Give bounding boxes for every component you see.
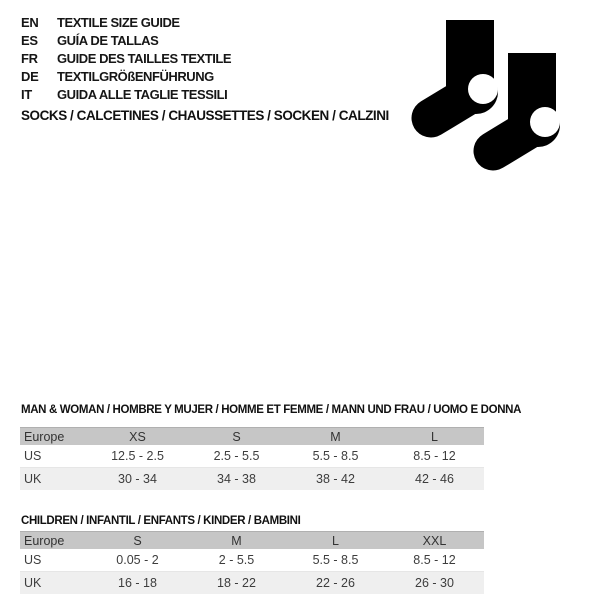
header-cell-region: Europe xyxy=(24,429,65,444)
size-value: 26 - 30 xyxy=(415,576,454,590)
language-label: GUIDA ALLE TAGLIE TESSILI xyxy=(57,86,228,102)
language-row-de xyxy=(21,67,231,85)
size-value: 16 - 18 xyxy=(118,576,157,590)
header-cell-size: L xyxy=(332,533,339,548)
language-label: TEXTILE SIZE GUIDE xyxy=(57,14,180,30)
language-list xyxy=(21,13,231,103)
language-code: FR xyxy=(21,50,38,66)
language-label: GUÍA DE TALLAS xyxy=(57,32,159,48)
table-title-man-woman: MAN & WOMAN / HOMBRE Y MUJER / HOMME ET FEMME / MANN UND FRAU / UOMO E DONNA xyxy=(21,404,522,416)
row-label: US xyxy=(24,553,42,567)
table-row-us xyxy=(20,445,484,468)
size-value: 8.5 - 12 xyxy=(413,553,456,567)
size-table-children xyxy=(20,531,484,594)
header-cell-region: Europe xyxy=(24,533,65,548)
language-code: IT xyxy=(21,86,32,102)
language-row-en xyxy=(21,13,231,31)
table-header-row xyxy=(20,531,484,549)
header-cell-size: M xyxy=(231,533,242,548)
header-cell-size: L xyxy=(431,429,438,444)
table-header-row xyxy=(20,427,484,445)
size-value: 30 - 34 xyxy=(118,472,157,486)
language-label: TEXTILGRÖßENFÜHRUNG xyxy=(57,68,214,84)
table-row-uk xyxy=(20,572,484,594)
size-value: 5.5 - 8.5 xyxy=(312,449,359,463)
size-value: 12.5 - 2.5 xyxy=(111,449,164,463)
language-label: GUIDE DES TAILLES TEXTILE xyxy=(57,50,232,66)
header-cell-size: XXL xyxy=(422,533,447,548)
header-cell-size: M xyxy=(330,429,341,444)
language-code: ES xyxy=(21,32,38,48)
size-value: 8.5 - 12 xyxy=(413,449,456,463)
size-value: 5.5 - 8.5 xyxy=(312,553,359,567)
size-value: 0.05 - 2 xyxy=(116,553,159,567)
size-value: 22 - 26 xyxy=(316,576,355,590)
row-label: US xyxy=(24,449,42,463)
row-label: UK xyxy=(24,576,42,590)
table-row-uk xyxy=(20,468,484,490)
sock-front xyxy=(431,20,505,121)
category-heading: SOCKS / CALCETINES / CHAUSSETTES / SOCKEN / CALZINI xyxy=(21,108,389,123)
language-code: DE xyxy=(21,68,39,84)
size-value: 2.5 - 5.5 xyxy=(213,449,260,463)
header-cell-size: S xyxy=(232,429,241,444)
socks-icon xyxy=(400,5,575,185)
size-value: 38 - 42 xyxy=(316,472,355,486)
language-row-es xyxy=(21,31,231,49)
row-label: UK xyxy=(24,472,42,486)
table-title-children: CHILDREN / INFANTIL / ENFANTS / KINDER / BAMBINI xyxy=(21,515,301,527)
header-cell-size: XS xyxy=(129,429,146,444)
language-row-fr xyxy=(21,49,231,67)
language-code: EN xyxy=(21,14,39,30)
language-row-it xyxy=(21,85,231,103)
size-table-man-woman xyxy=(20,427,484,490)
size-value: 2 - 5.5 xyxy=(218,553,255,567)
header-cell-size: S xyxy=(133,533,142,548)
size-value: 42 - 46 xyxy=(415,472,454,486)
table-row-us xyxy=(20,549,484,572)
size-value: 34 - 38 xyxy=(217,472,256,486)
size-value: 18 - 22 xyxy=(217,576,256,590)
